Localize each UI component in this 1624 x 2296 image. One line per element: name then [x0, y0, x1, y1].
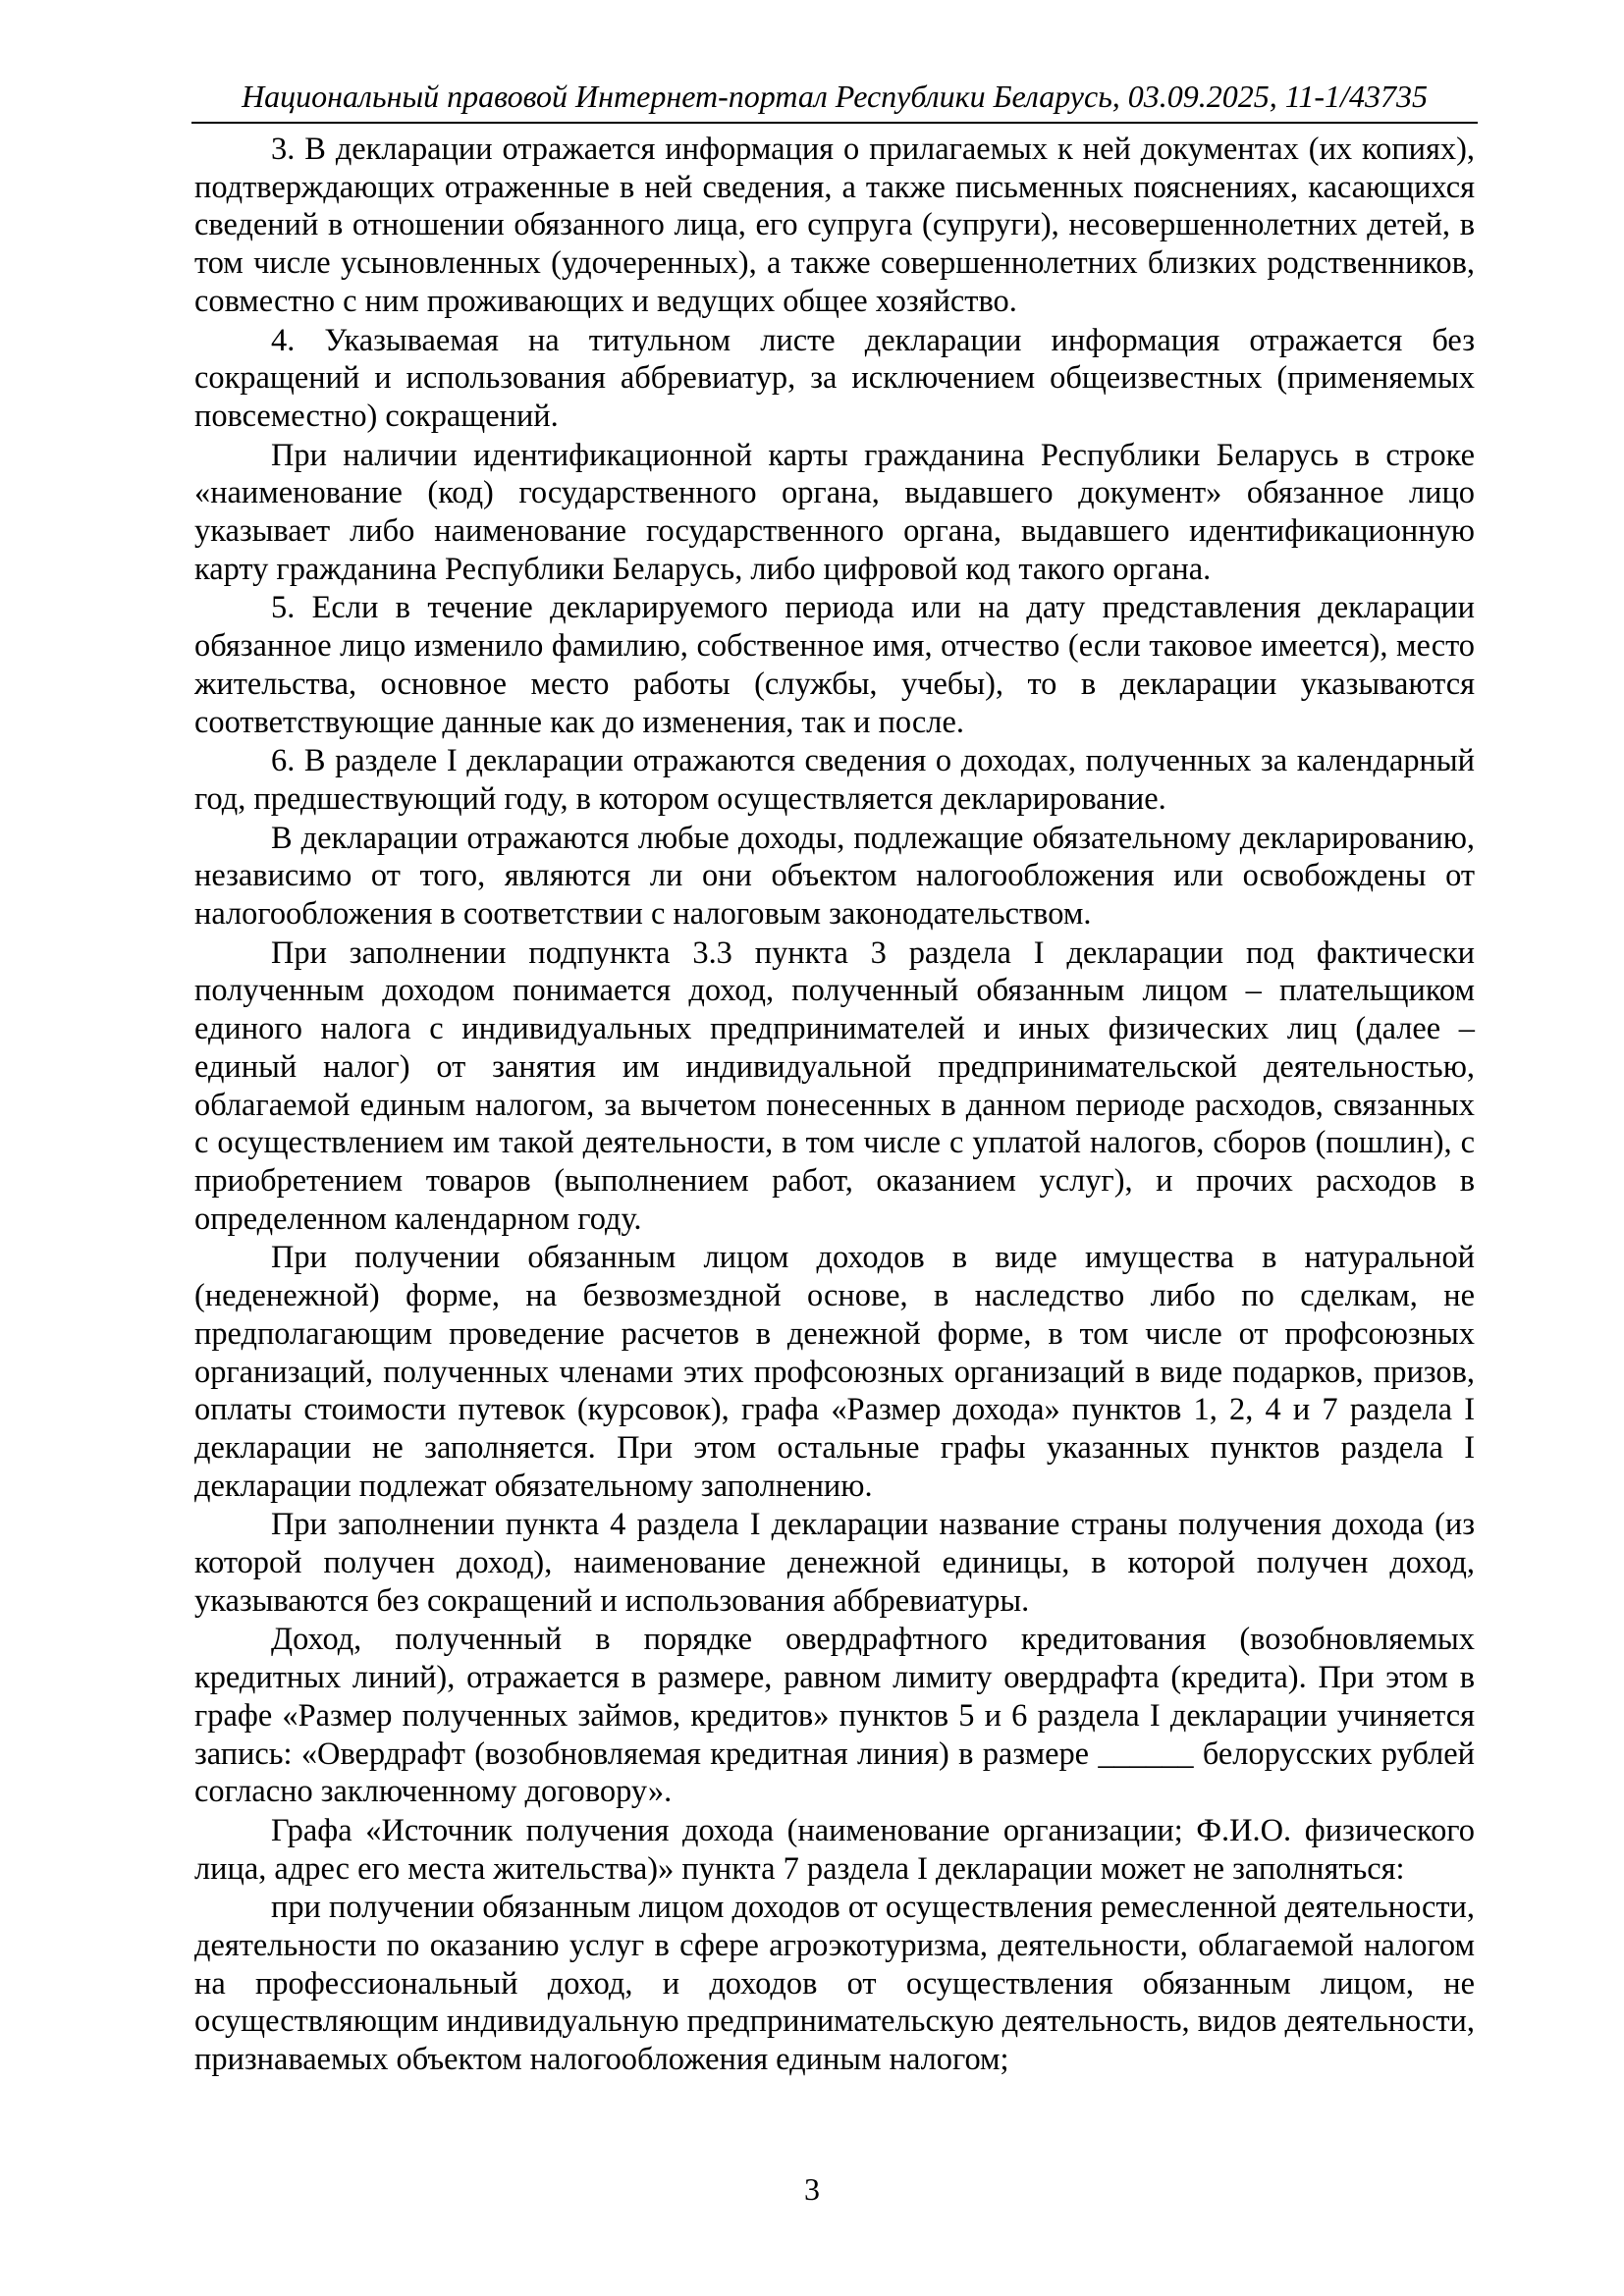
paragraph: В декларации отражаются любые доходы, подлежащие обязательному декларированию, независимо от того, являются ли они объектом налогообложения или освобождены от налогообложения в соответствии с налоговым законодательством.	[194, 820, 1475, 933]
document-body	[194, 131, 1475, 2080]
paragraph: 6. В разделе I декларации отражаются сведения о доходах, полученных за календарный год, предшествующий году, в котором осуществляется декларирование.	[194, 743, 1475, 817]
paragraph: при получении обязанным лицом доходов от осуществления ремесленной деятельности, деятельности по оказанию услуг в сфере агроэкотуризма, деятельности, облагаемой налогом на профессиональный доход, и доходов от осуществления обязанным лицом, не осуществляющим индивидуальную предпринимательскую деятельность, видов деятельности, признаваемых объектом налогообложения единым налогом;	[194, 1890, 1475, 2078]
paragraph: 3. В декларации отражается информация о прилагаемых к ней документах (их копиях), подтверждающих отраженные в ней сведения, а также письменных пояснениях, касающихся сведений в отношении обязанного лица, его супруга (супруги), несовершеннолетних детей, в том числе усыновленных (удочеренных), а также совершеннолетних близких родственников, совместно с ним проживающих и ведущих общее хозяйство.	[194, 132, 1475, 319]
paragraph: Доход, полученный в порядке овердрафтного кредитования (возобновляемых кредитных линий), отражается в размере, равном лимиту овердрафта (кредита). При этом в графе «Размер полученных займов, кредитов» пунктов 5 и 6 раздела I декларации учиняется запись: «Овердрафт (возобновляемая кредитная линия) в размере ______ белорусских рублей согласно заключенному договору».	[194, 1622, 1475, 1810]
page-header: Национальный правовой Интернет-портал Республики Беларусь, 03.09.2025, 11-1/43735	[242, 79, 1428, 114]
paragraph: При заполнении подпункта 3.3 пункта 3 раздела I декларации под фактически полученным доходом понимается доход, полученный обязанным лицом – плательщиком единого налога с индивидуальных предпринимателей и иных физических лиц (далее – единый налог) от занятия им индивидуальной предпринимательской деятельностью, облагаемой единым налогом, за вычетом понесенных в данном периоде расходов, связанных с осуществлением им такой деятельности, в том числе с уплатой налогов, сборов (пошлин), с приобретением товаров (выполнением работ, оказанием услуг), и прочих расходов в определенном календарном году.	[194, 934, 1475, 1237]
paragraph: Графа «Источник получения дохода (наименование организации; Ф.И.О. физического лица, адрес его места жительства)» пункта 7 раздела I декларации может не заполняться:	[194, 1812, 1475, 1887]
header-divider	[191, 122, 1478, 124]
paragraph: При получении обязанным лицом доходов в виде имущества в натуральной (неденежной) форме, на безвозмездной основе, в наследство либо по сделкам, не предполагающим проведение расчетов в денежной форме, в том числе от профсоюзных организаций, полученных членами этих профсоюзных организаций в виде подарков, призов, оплаты стоимости путевок (курсовок), графа «Размер дохода» пунктов 1, 2, 4 и 7 раздела I декларации не заполняется. При этом остальные графы указанных пунктов раздела I декларации подлежат обязательному заполнению.	[194, 1240, 1475, 1504]
paragraph: При заполнении пункта 4 раздела I декларации название страны получения дохода (из которой получен доход), наименование денежной единицы, в которой получен доход, указываются без сокращений и использования аббревиатуры.	[194, 1507, 1475, 1619]
paragraph: При наличии идентификационной карты гражданина Республики Беларусь в строке «наименование (код) государственного органа, выдавшего документ» обязанное лицо указывает либо наименование государственного органа, выдавшего идентификационную карту гражданина Республики Беларусь, либо цифровой код такого органа.	[194, 437, 1475, 587]
paragraph: 5. Если в течение декларируемого периода или на дату представления декларации обязанное лицо изменило фамилию, собственное имя, отчество (если таковое имеется), место жительства, основное место работы (службы, учебы), то в декларации указываются соответствующие данные как до изменения, так и после.	[194, 590, 1475, 740]
page-number: 3	[804, 2171, 820, 2207]
paragraph: 4. Указываемая на титульном листе декларации информация отражается без сокращений и использования аббревиатур, за исключением общеизвестных (применяемых повсеместно) сокращений.	[194, 322, 1475, 434]
